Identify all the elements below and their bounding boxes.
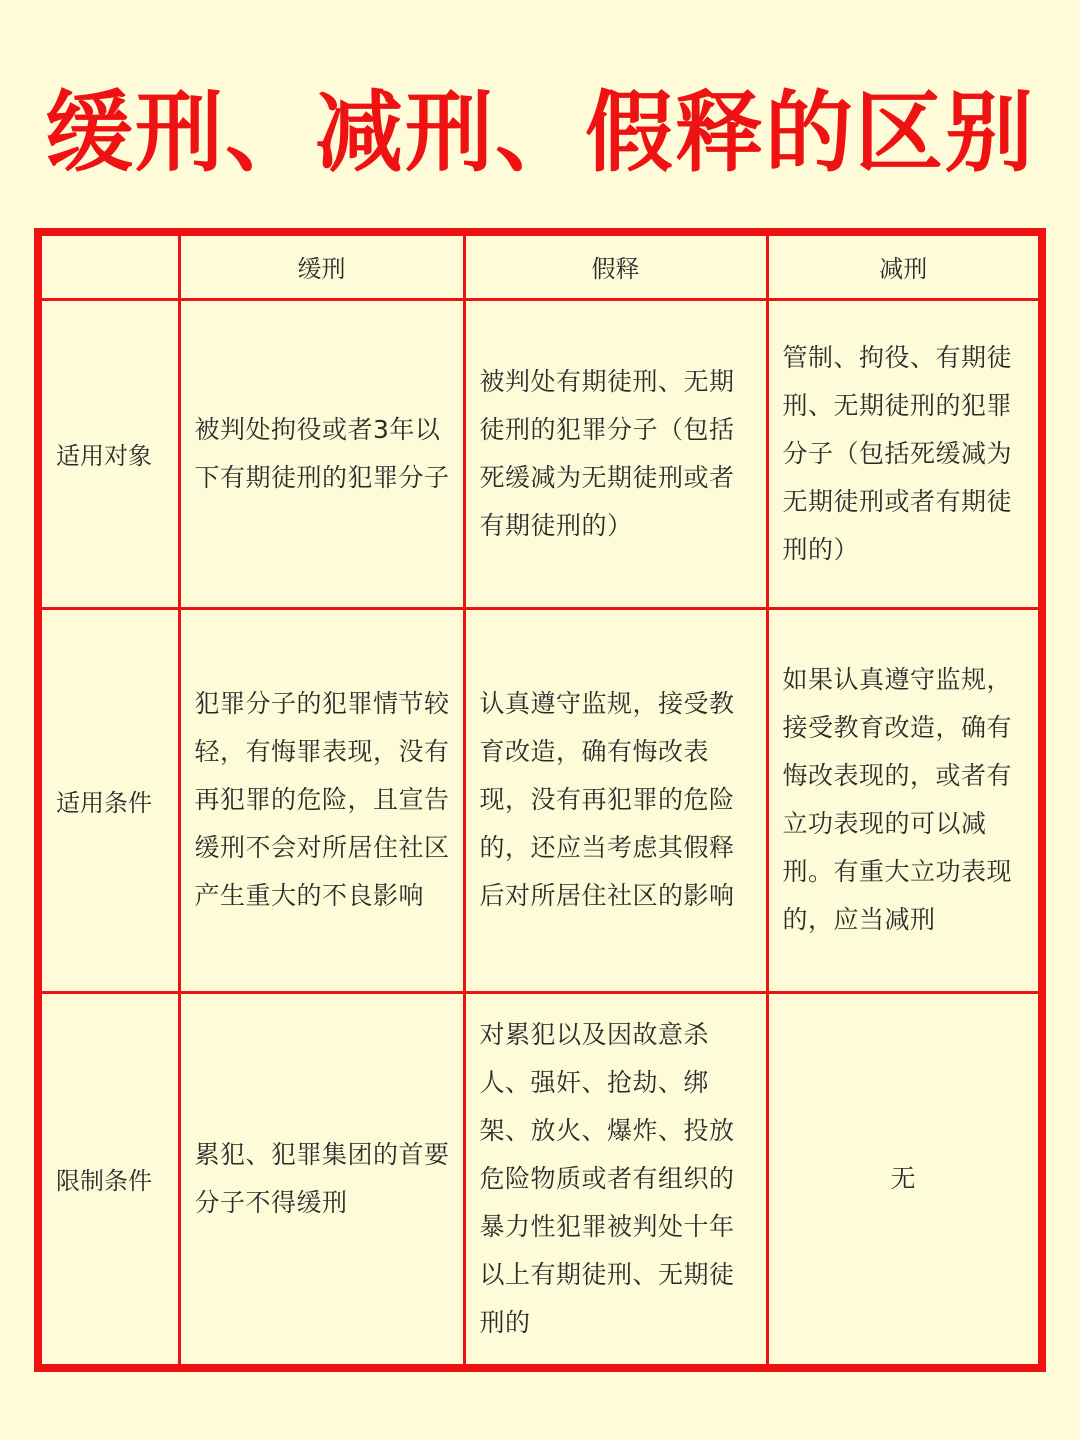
- table-header-row: [42, 236, 1038, 299]
- table-cell: 认真遵守监规，接受教育改造，确有悔改表现，没有再犯罪的危险的，还应当考虑其假释后对所居住社区的影响: [464, 608, 767, 992]
- header-parole: 假释: [464, 236, 767, 299]
- table-cell: 如果认真遵守监规，接受教育改造，确有悔改表现的，或者有立功表现的可以减刑。有重大立功表现的，应当减刑: [767, 608, 1038, 992]
- table-cell: 累犯、犯罪集团的首要分子不得缓刑: [179, 992, 464, 1364]
- table-row-applicable-conditions: [42, 608, 1038, 992]
- header-corner-cell: [42, 236, 179, 299]
- row-label: 适用对象: [42, 299, 179, 608]
- comparison-table-frame: [34, 228, 1046, 1372]
- row-label: 适用条件: [42, 608, 179, 992]
- row-label: 限制条件: [42, 992, 179, 1364]
- table-cell: 对累犯以及因故意杀人、强奸、抢劫、绑架、放火、爆炸、投放危险物质或者有组织的暴力性犯罪被判处十年以上有期徒刑、无期徒刑的: [464, 992, 767, 1364]
- table-cell: 无: [767, 992, 1038, 1364]
- table-row-restrictions: [42, 992, 1038, 1364]
- page-title: 缓刑、减刑、假释的区别: [44, 81, 1035, 184]
- comparison-table: [42, 236, 1038, 1364]
- header-sentence-reduction: 减刑: [767, 236, 1038, 299]
- table-cell: 犯罪分子的犯罪情节较轻，有悔罪表现，没有再犯罪的危险，且宣告缓刑不会对所居住社区产生重大的不良影响: [179, 608, 464, 992]
- table-cell: 管制、拘役、有期徒刑、无期徒刑的犯罪分子（包括死缓减为无期徒刑或者有期徒刑的）: [767, 299, 1038, 608]
- table-row-applicable-subjects: [42, 299, 1038, 608]
- table-cell: 被判处有期徒刑、无期徒刑的犯罪分子（包括死缓减为无期徒刑或者有期徒刑的）: [464, 299, 767, 608]
- table-cell: 被判处拘役或者3年以下有期徒刑的犯罪分子: [179, 299, 464, 608]
- header-probation: 缓刑: [179, 236, 464, 299]
